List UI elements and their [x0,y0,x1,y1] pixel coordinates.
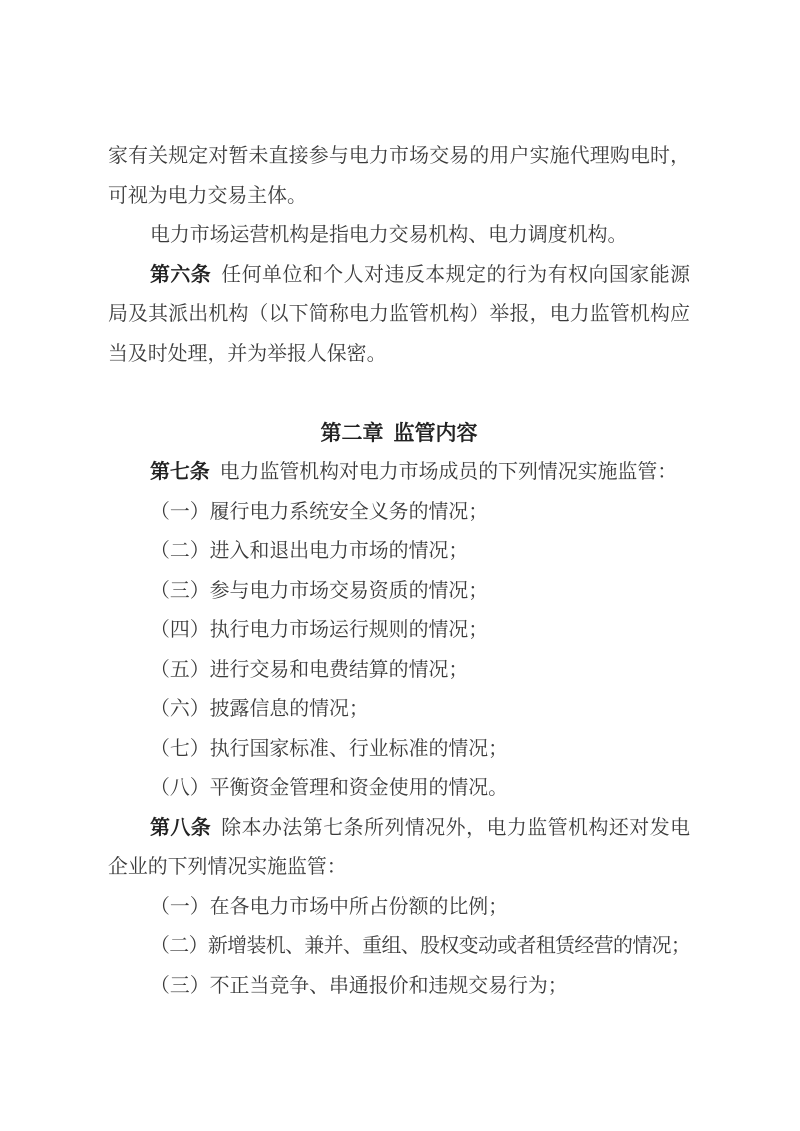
list-item-line [108,769,690,809]
line-text: （三）不正当竞争、串通报价和违规交易行为； [150,974,568,997]
text-line [108,177,690,217]
list-item-line [108,927,690,967]
line-text: 家有关规定对暂未直接参与电力市场交易的用户实施代理购电时， [108,145,690,167]
list-item-line [108,888,690,928]
line-text: 企业的下列情况实施监管： [108,856,347,878]
line-text: 除本办法第七条所列情况外，电力监管机构还对发电 [221,816,691,839]
line-text: 监管内容 [393,421,478,445]
line-text: 当及时处理，并为举报人保密。 [108,342,387,365]
text-line [108,295,690,335]
article-line [108,809,690,849]
page-body-text [108,137,690,1006]
article-number: 第七条 [150,461,210,483]
list-item-line [108,967,690,1007]
line-text: （一）履行电力系统安全义务的情况； [150,500,489,523]
list-item-line [108,493,690,533]
line-text: 电力市场运营机构是指电力交易机构、电力调度机构。 [150,224,628,246]
blank-line [108,374,690,414]
list-item-line [108,611,690,651]
article-line [108,256,690,296]
line-text: 电力监管机构对电力市场成员的下列情况实施监管： [219,461,678,483]
line-text: 局及其派出机构（以下简称电力监管机构）举报，电力监管机构应 [108,303,690,325]
list-item-line [108,690,690,730]
article-line [108,453,690,493]
list-item-line [108,730,690,770]
list-item-line [108,651,690,691]
line-text: （五）进行交易和电费结算的情况； [150,658,469,681]
chapter-number: 第二章 [320,421,384,445]
line-text: （三）参与电力市场交易资质的情况； [150,579,489,602]
line-text: （四）执行电力市场运行规则的情况； [150,619,489,641]
line-text: （六）披露信息的情况； [150,698,369,720]
chapter-heading [108,414,690,454]
text-line [108,335,690,375]
line-text: （二）进入和退出电力市场的情况； [150,540,469,562]
text-line [108,216,690,256]
text-line [108,137,690,177]
article-number: 第六条 [150,263,212,286]
article-number: 第八条 [150,816,212,839]
list-item-line [108,572,690,612]
line-text: （二）新增装机、兼并、重组、股权变动或者租赁经营的情况； [150,935,690,957]
list-item-line [108,532,690,572]
line-text: （八）平衡资金管理和资金使用的情况。 [150,777,509,799]
line-text: （七）执行国家标准、行业标准的情况； [150,737,509,760]
text-line [108,848,690,888]
line-text: （一）在各电力市场中所占份额的比例； [150,895,509,918]
line-text: 任何单位和个人对违反本规定的行为有权向国家能源 [221,263,691,286]
line-text: 可视为电力交易主体。 [108,184,307,207]
